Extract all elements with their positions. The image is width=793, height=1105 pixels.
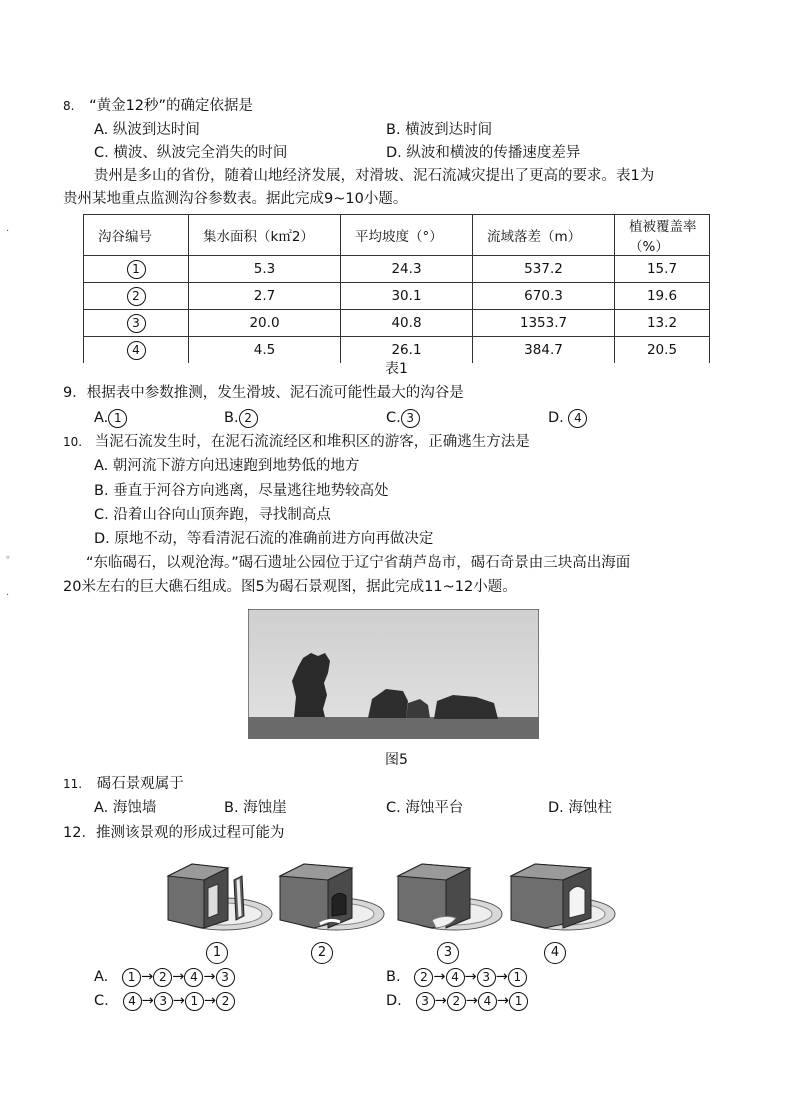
option-a[interactable]: A. 海蚀墙	[94, 800, 157, 816]
margin-mark: 。	[6, 550, 16, 561]
margin-mark: ·	[6, 590, 10, 601]
circled-number: 1	[508, 968, 527, 987]
option-letter: D.	[386, 993, 402, 1009]
arrow: →	[141, 993, 154, 1009]
option-a[interactable]: A. 纵波到达时间	[94, 122, 200, 138]
table-cell: 5.3	[189, 256, 341, 283]
option-d[interactable]: D. 海蚀柱	[548, 800, 612, 816]
intro-paragraph: 贵州是多山的省份，随着山地经济发展，对滑坡、泥石流减灾提出了更高的要求。表1为	[94, 168, 655, 184]
intro-paragraph: 贵州某地重点监测沟谷参数表。据此完成9~10小题。	[63, 191, 408, 207]
question-number: 9．	[63, 385, 87, 401]
formation-stage-3-diagram	[392, 858, 504, 938]
option-letter: B.	[224, 410, 239, 426]
formation-stage-4-diagram	[505, 858, 617, 938]
table-cell: 40.8	[341, 310, 473, 337]
option-b[interactable]: B. 横波到达时间	[386, 122, 493, 138]
circled-number: 3	[416, 992, 435, 1011]
arrow: →	[172, 969, 185, 985]
option-letter: A.	[94, 969, 109, 985]
question-number: 8.	[63, 99, 75, 113]
question-stem: “黄金12秒”的确定依据是	[89, 98, 254, 114]
circled-number: 4	[127, 341, 146, 360]
table-cell: 24.3	[341, 256, 473, 283]
option-b[interactable]	[224, 408, 258, 428]
arrow: →	[141, 969, 154, 985]
table-caption: 表1	[385, 361, 408, 377]
intro-paragraph: 20米左右的巨大礁石组成。图5为碣石景观图，据此完成11~12小题。	[63, 579, 517, 595]
arrow: →	[464, 969, 477, 985]
circled-number: 3	[477, 968, 496, 987]
intro-paragraph: “东临碣石，以观沧海。”碣石遗址公园位于辽宁省葫芦岛市，碣石奇景由三块高出海面	[86, 555, 631, 571]
option-c[interactable]: C. 横波、纵波完全消失的时间	[94, 145, 288, 161]
question-11	[63, 774, 184, 794]
arrow: →	[495, 969, 508, 985]
arrow: →	[203, 993, 217, 1009]
option-letter: C.	[94, 993, 109, 1009]
option-d[interactable]: D. 原地不动，等看清泥石流的准确前进方向再做决定	[94, 531, 434, 547]
circled-number: 2	[127, 287, 146, 306]
table-cell: 4.5	[189, 337, 341, 364]
table-header-row	[84, 215, 710, 256]
circled-number: 4	[446, 968, 465, 987]
question-8	[63, 96, 253, 116]
option-b[interactable]: B. 海蚀崖	[224, 800, 287, 816]
option-letter: B.	[386, 969, 401, 985]
arrow: →	[434, 993, 447, 1009]
circled-number: 3	[401, 409, 420, 428]
circled-number: 3	[154, 992, 173, 1011]
table-cell: 13.2	[615, 310, 710, 337]
option-c[interactable]: C. 沿着山谷向山顶奔跑，寻找制高点	[94, 507, 331, 523]
option-d[interactable]	[386, 991, 528, 1011]
table-cell: 2.7	[189, 283, 341, 310]
table-cell: 20.0	[189, 310, 341, 337]
option-c[interactable]	[94, 991, 235, 1011]
arrow: →	[465, 993, 478, 1009]
circled-number: 1	[127, 260, 146, 279]
option-letter: C.	[386, 410, 401, 426]
circled-number: 2	[447, 992, 466, 1011]
circled-number: 4	[478, 992, 497, 1011]
circled-number: 2	[216, 992, 235, 1011]
column-header: 集水面积（k㎡2）	[189, 215, 341, 256]
arrow: →	[433, 969, 446, 985]
option-letter: A.	[94, 410, 109, 426]
option-a[interactable]	[94, 967, 235, 987]
circled-number: 2	[414, 968, 433, 987]
question-12	[63, 823, 284, 843]
circled-number: 3	[216, 968, 235, 987]
arrow: →	[172, 993, 185, 1009]
formation-stage-2-diagram	[274, 858, 386, 938]
table-row	[84, 310, 710, 337]
table-cell: 19.6	[615, 283, 710, 310]
question-stem: 推测该景观的形成过程可能为	[95, 825, 285, 841]
margin-mark: ·	[6, 226, 10, 237]
question-number: 10.	[63, 435, 83, 449]
question-stem: 碣石景观属于	[96, 776, 184, 792]
arrow: →	[496, 993, 510, 1009]
option-b[interactable]	[386, 967, 527, 987]
circled-number: 3	[127, 314, 146, 333]
parameter-table	[83, 214, 710, 363]
sea-stack-photo	[248, 609, 539, 739]
question-stem: 当泥石流发生时，在泥石流流经区和堆积区的游客，正确逃生方法是	[94, 434, 530, 450]
diagram-label-2: 2	[311, 942, 333, 964]
circled-number: 1	[509, 992, 528, 1011]
column-header: 流域落差（m）	[473, 215, 615, 256]
table-row	[84, 283, 710, 310]
diagram-label-1: 1	[206, 942, 228, 964]
diagram-label-3: 3	[437, 942, 459, 964]
formation-stage-1-diagram	[162, 858, 274, 938]
circled-number: 4	[184, 968, 203, 987]
question-9	[63, 383, 464, 403]
table-cell: 30.1	[341, 283, 473, 310]
table-cell: 15.7	[615, 256, 710, 283]
table-cell: 26.1	[341, 337, 473, 364]
table-cell: 1353.7	[473, 310, 615, 337]
question-number: 11.	[63, 777, 83, 791]
arrow: →	[203, 969, 216, 985]
option-d[interactable]: D. 纵波和横波的传播速度差异	[386, 145, 581, 161]
table-cell: 384.7	[473, 337, 615, 364]
column-header: 植被覆盖率（%）	[615, 215, 710, 256]
option-a[interactable]	[94, 408, 127, 428]
question-stem: 根据表中参数推测，发生滑坡、泥石流可能性最大的沟谷是	[86, 385, 464, 401]
circled-number: 2	[153, 968, 172, 987]
table-row	[84, 256, 710, 283]
option-a[interactable]: A. 朝河流下游方向迅速跑到地势低的地方	[94, 458, 360, 474]
circled-number: 1	[108, 409, 127, 428]
option-b[interactable]: B. 垂直于河谷方向逃离，尽量逃往地势较高处	[94, 483, 389, 499]
column-header: 沟谷编号	[84, 215, 189, 256]
option-d[interactable]	[548, 408, 587, 428]
question-number: 12．	[63, 825, 96, 841]
option-letter: D.	[548, 410, 564, 426]
option-c[interactable]	[386, 408, 420, 428]
circled-number: 2	[239, 409, 258, 428]
circled-number: 4	[123, 992, 142, 1011]
table-cell: 670.3	[473, 283, 615, 310]
option-c[interactable]: C. 海蚀平台	[386, 800, 464, 816]
figure-caption: 图5	[385, 752, 408, 768]
table-cell: 20.5	[615, 337, 710, 364]
diagram-label-4: 4	[544, 942, 566, 964]
circled-number: 1	[185, 992, 204, 1011]
column-header: 平均坡度（°）	[341, 215, 473, 256]
circled-number: 1	[122, 968, 141, 987]
question-10	[63, 432, 530, 452]
circled-number: 4	[568, 409, 587, 428]
table-cell: 537.2	[473, 256, 615, 283]
